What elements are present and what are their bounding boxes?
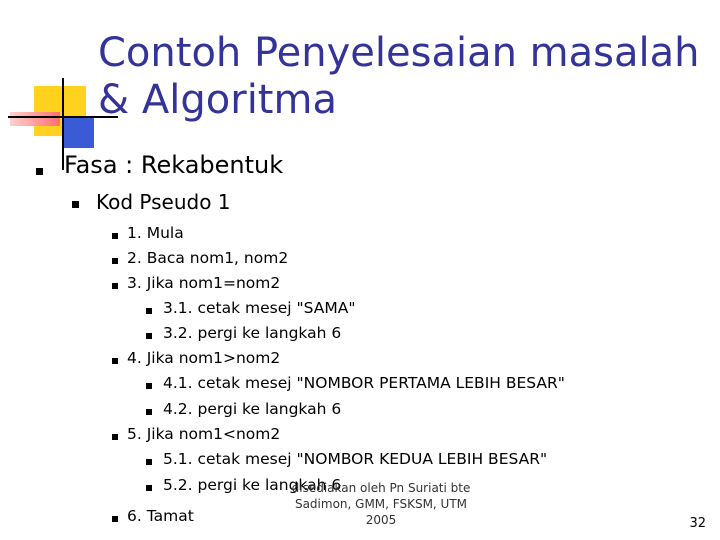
bullet-square-icon xyxy=(112,358,118,364)
bullet-square-icon xyxy=(36,168,43,175)
footer-line: disediakan oleh Pn Suriati bte xyxy=(291,481,471,495)
slide-title-line2: & Algoritma xyxy=(98,77,337,123)
step-item: 4. Jika nom1>nom2 xyxy=(127,349,281,367)
bullet-square-icon xyxy=(112,516,118,522)
bullet-square-icon xyxy=(112,283,118,289)
step-subitem: 3.2. pergi ke langkah 6 xyxy=(163,324,342,342)
bullet-square-icon xyxy=(146,308,152,314)
bullet-square-icon xyxy=(146,383,152,389)
step-item: 5. Jika nom1<nom2 xyxy=(127,425,281,443)
page-number: 32 xyxy=(689,516,706,531)
step-item: 1. Mula xyxy=(127,224,184,242)
footer-line: Sadimon, GMM, FSKSM, UTM xyxy=(294,497,468,511)
bullet-square-icon xyxy=(72,201,79,208)
step-subitem: 4.2. pergi ke langkah 6 xyxy=(163,400,342,418)
footer-line: 2005 xyxy=(365,513,397,527)
bullet-square-icon xyxy=(146,333,152,339)
step-subitem: 3.1. cetak mesej "SAMA" xyxy=(163,299,356,317)
bullet-square-icon xyxy=(112,258,118,264)
bullet-square-icon xyxy=(146,459,152,465)
step-item: 3. Jika nom1=nom2 xyxy=(127,274,281,292)
step-subitem: 5.2. pergi ke langkah 6 xyxy=(163,476,342,494)
slide-title-line1: Contoh Penyelesaian masalah xyxy=(98,30,700,76)
bullet-square-icon xyxy=(112,233,118,239)
level2-text: Kod Pseudo 1 xyxy=(96,190,231,214)
step-item: 6. Tamat xyxy=(127,507,194,525)
decor-blue-square xyxy=(64,118,94,148)
decor-red-bar xyxy=(10,112,60,126)
slide-title xyxy=(98,30,708,124)
level1-text: Fasa : Rekabentuk xyxy=(64,151,284,179)
step-item: 2. Baca nom1, nom2 xyxy=(127,249,289,267)
slide-footer xyxy=(276,480,486,528)
step-subitem: 4.1. cetak mesej "NOMBOR PERTAMA LEBIH BESAR" xyxy=(163,374,565,392)
bullet-square-icon xyxy=(146,409,152,415)
bullet-square-icon xyxy=(146,485,152,491)
step-subitem: 5.1. cetak mesej "NOMBOR KEDUA LEBIH BESAR" xyxy=(163,450,548,468)
bullet-square-icon xyxy=(112,434,118,440)
